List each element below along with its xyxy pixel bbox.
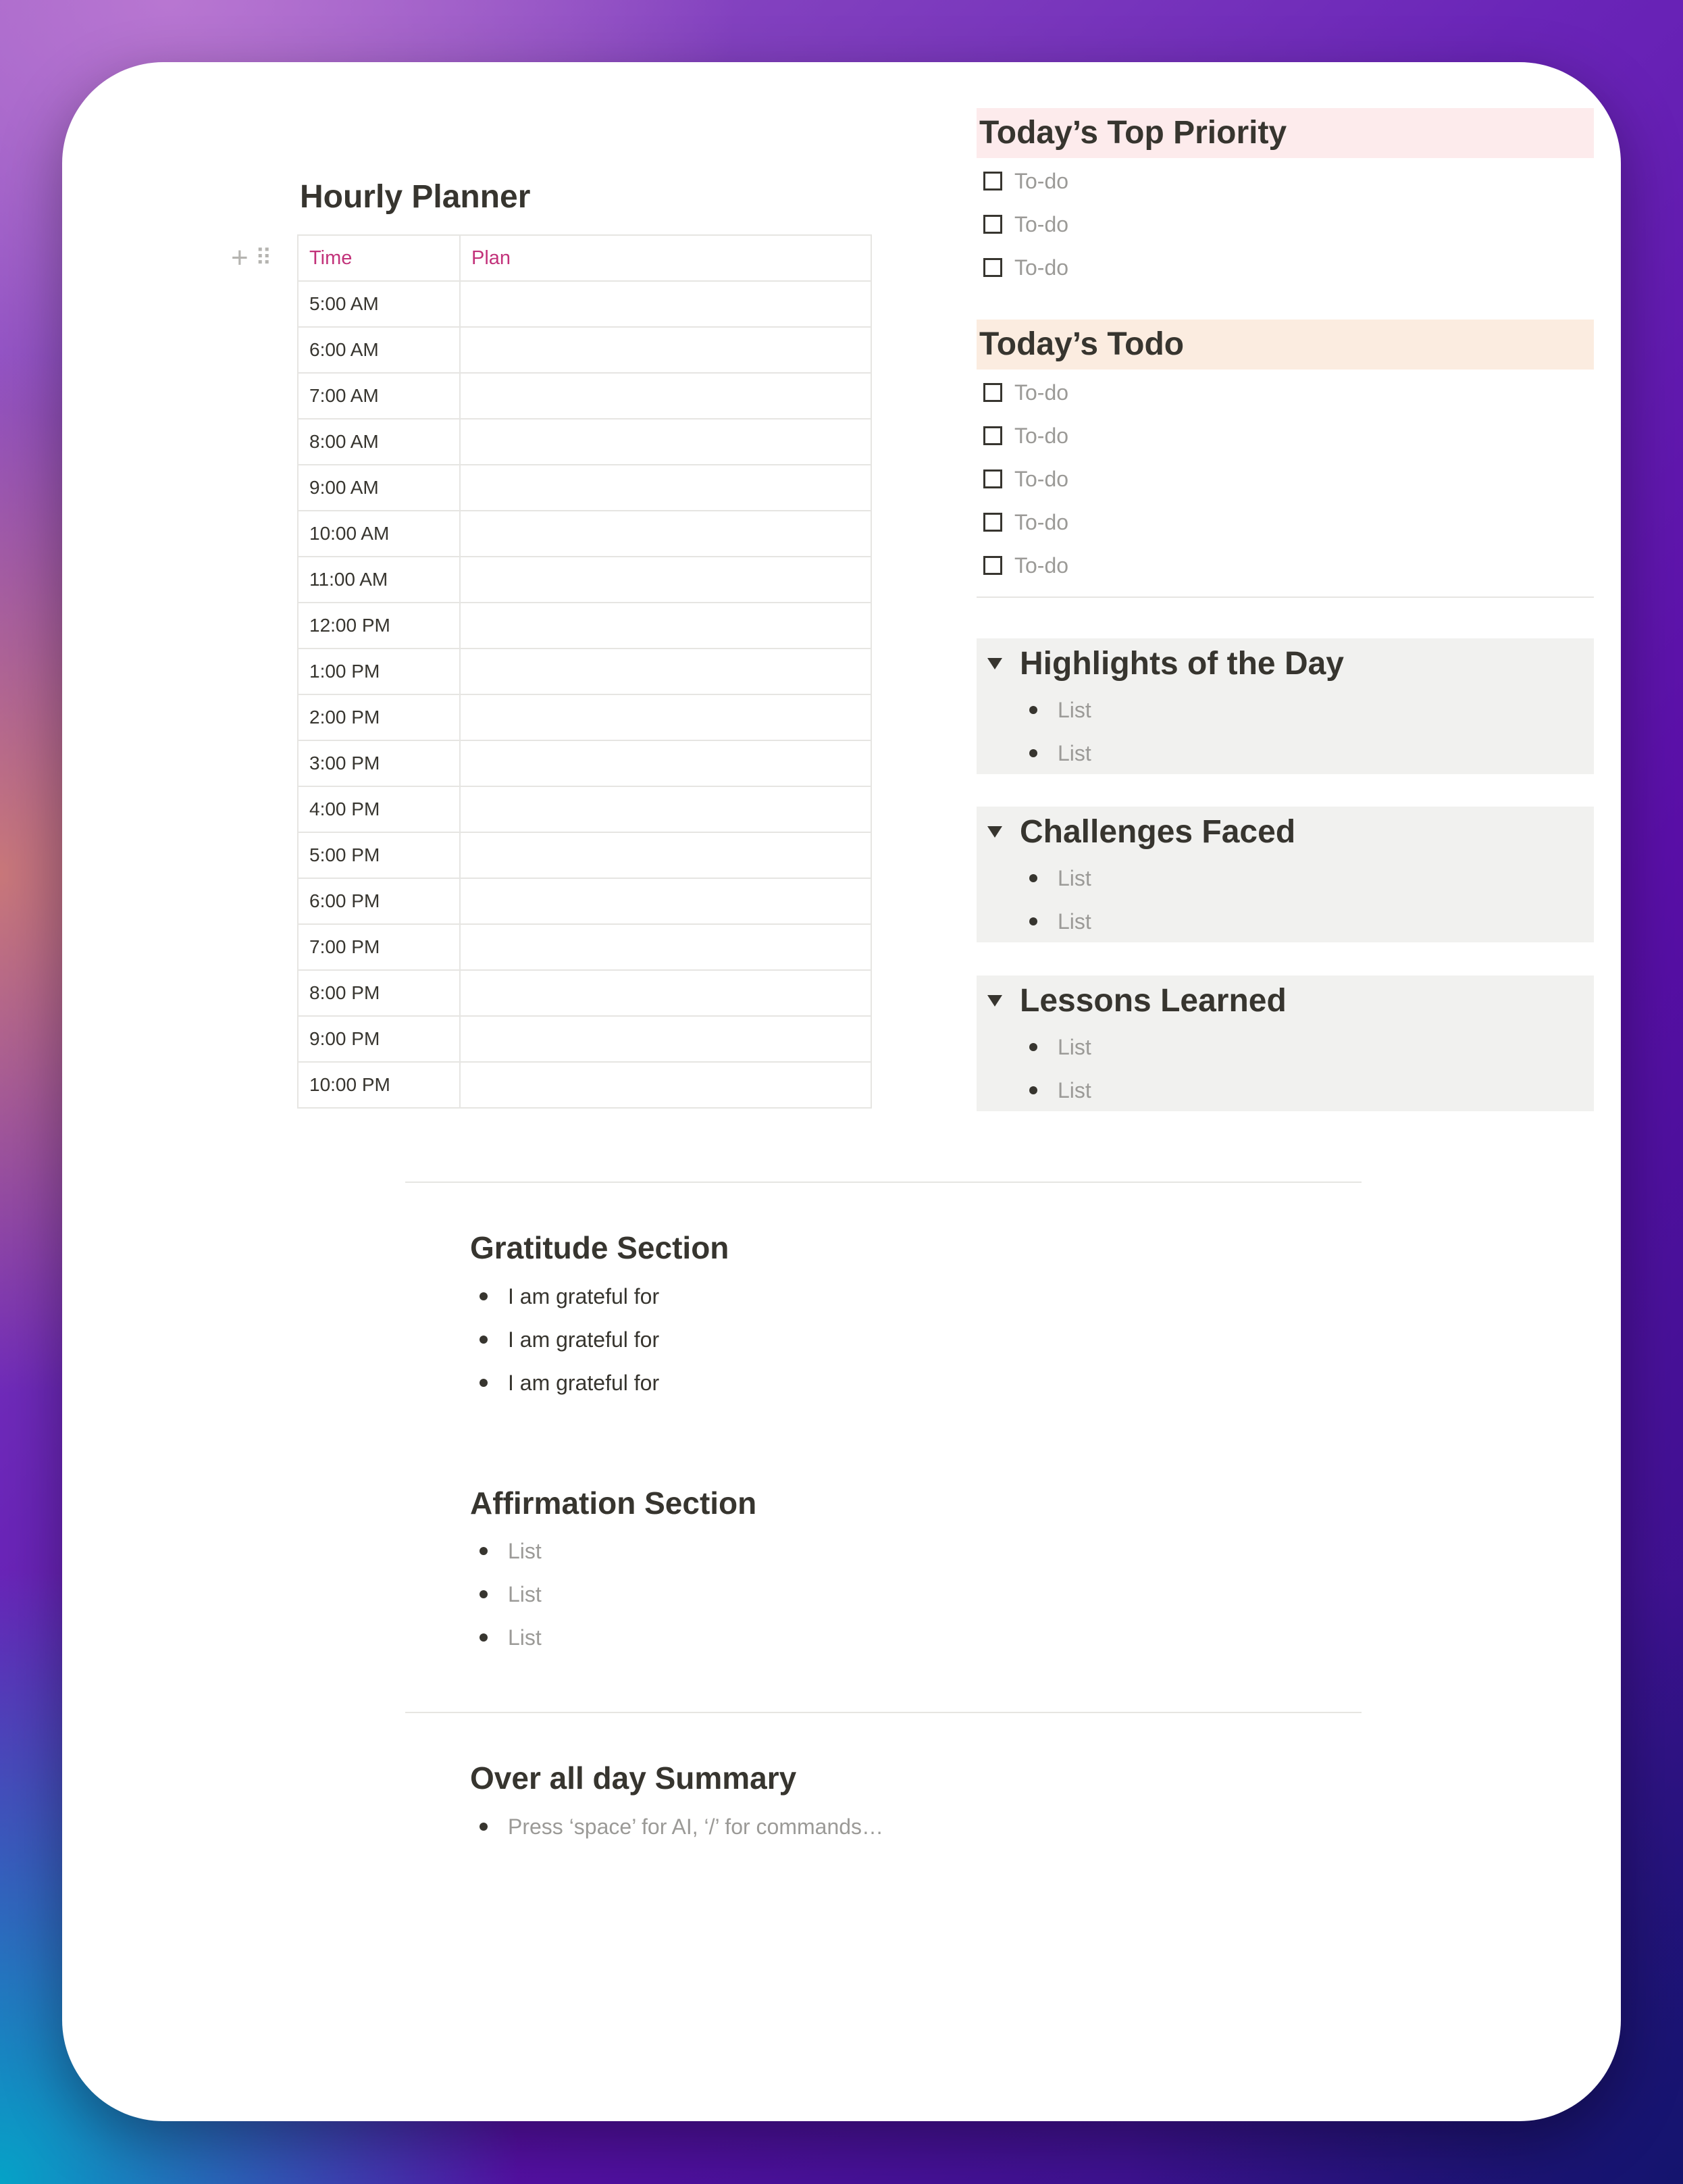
checkbox-icon[interactable]: [983, 383, 1002, 402]
bullet-icon: [480, 1336, 488, 1344]
todo-text[interactable]: To-do: [1014, 380, 1069, 405]
todo-item: [983, 246, 1068, 289]
affirmation-heading[interactable]: Affirmation Section: [470, 1485, 757, 1521]
table-row: [298, 465, 871, 511]
table-row: [298, 832, 871, 878]
bullet-icon: [480, 1823, 488, 1831]
hourly-planner-table: [297, 234, 872, 1109]
bullet-icon: [480, 1379, 488, 1387]
bullet-icon: [1029, 917, 1037, 925]
time-cell[interactable]: 7:00 PM: [298, 924, 460, 970]
plan-cell[interactable]: [460, 649, 871, 694]
plan-cell[interactable]: [460, 832, 871, 878]
todo-text[interactable]: To-do: [1014, 509, 1069, 534]
highlights-title[interactable]: Highlights of the Day: [1020, 645, 1344, 682]
plus-icon[interactable]: +: [231, 241, 249, 274]
drag-handle-icon[interactable]: ⠿: [255, 245, 271, 271]
table-row: [298, 694, 871, 740]
time-cell[interactable]: 5:00 PM: [298, 832, 460, 878]
checkbox-icon[interactable]: [983, 172, 1002, 191]
plan-cell[interactable]: [460, 694, 871, 740]
list-item: [1029, 688, 1594, 732]
todo-text[interactable]: To-do: [1014, 255, 1069, 280]
bullet-icon: [1029, 1086, 1037, 1094]
table-row: [298, 281, 871, 327]
list-text[interactable]: List: [1058, 1077, 1091, 1102]
plan-cell[interactable]: [460, 511, 871, 557]
checkbox-icon[interactable]: [983, 258, 1002, 277]
toggle-triangle-icon[interactable]: [987, 995, 1002, 1007]
bullet-icon: [480, 1633, 488, 1642]
checkbox-icon[interactable]: [983, 469, 1002, 488]
plan-cell[interactable]: [460, 557, 871, 603]
challenges-title[interactable]: Challenges Faced: [1020, 813, 1296, 850]
toggle-triangle-icon[interactable]: [987, 658, 1002, 669]
list-text[interactable]: I am grateful for: [508, 1370, 660, 1395]
top-priority-heading[interactable]: Today’s Top Priority: [977, 108, 1594, 158]
table-row: [298, 373, 871, 419]
time-cell[interactable]: 10:00 PM: [298, 1062, 460, 1108]
table-header-row: [298, 235, 871, 281]
highlights-toggle: [977, 638, 1594, 774]
table-row: [298, 1062, 871, 1108]
checkbox-icon[interactable]: [983, 513, 1002, 532]
plan-cell[interactable]: [460, 786, 871, 832]
list-text[interactable]: I am grateful for: [508, 1327, 660, 1352]
list-item: [1029, 732, 1594, 775]
block-handle[interactable]: [231, 241, 271, 274]
challenges-list: [977, 857, 1594, 943]
plan-cell[interactable]: [460, 878, 871, 924]
bullet-icon: [480, 1590, 488, 1598]
table-row: [298, 924, 871, 970]
right-divider: [977, 596, 1594, 598]
plan-cell[interactable]: [460, 740, 871, 786]
list-item: [1029, 900, 1594, 943]
top-priority-list: [983, 159, 1068, 289]
todo-item: [983, 203, 1068, 246]
list-item: [1029, 1025, 1594, 1069]
todays-todo-heading[interactable]: Today’s Todo: [977, 320, 1594, 370]
checkbox-icon[interactable]: [983, 426, 1002, 445]
time-cell[interactable]: 5:00 AM: [298, 281, 460, 327]
plan-cell[interactable]: [460, 924, 871, 970]
checkbox-icon[interactable]: [983, 556, 1002, 575]
summary-heading[interactable]: Over all day Summary: [470, 1760, 797, 1796]
table-row: [298, 557, 871, 603]
list-item: [480, 1616, 542, 1659]
table-row: [298, 1016, 871, 1062]
toggle-header: [977, 975, 1594, 1025]
bullet-icon: [480, 1547, 488, 1555]
list-text[interactable]: List: [1058, 740, 1091, 765]
table-row: [298, 327, 871, 373]
table-row: [298, 878, 871, 924]
column-header-plan[interactable]: Plan: [460, 235, 871, 281]
list-text[interactable]: List: [1058, 909, 1091, 934]
column-header-time[interactable]: Time: [298, 235, 460, 281]
summary-input[interactable]: Press ‘space’ for AI, ‘/’ for commands…: [508, 1814, 884, 1839]
todo-item: [983, 371, 1068, 414]
time-cell[interactable]: 3:00 PM: [298, 740, 460, 786]
bullet-icon: [1029, 749, 1037, 757]
lessons-list: [977, 1025, 1594, 1112]
todo-item: [983, 544, 1068, 587]
table-row: [298, 740, 871, 786]
lessons-toggle: [977, 975, 1594, 1111]
list-item: [1029, 1069, 1594, 1112]
todo-text[interactable]: To-do: [1014, 466, 1069, 491]
time-cell[interactable]: 8:00 AM: [298, 419, 460, 465]
time-cell[interactable]: 12:00 PM: [298, 603, 460, 649]
list-item: [480, 1805, 883, 1848]
todays-todo-list: [983, 371, 1068, 587]
todo-item: [983, 159, 1068, 203]
plan-cell[interactable]: [460, 419, 871, 465]
bullet-icon: [1029, 1043, 1037, 1051]
plan-cell[interactable]: [460, 281, 871, 327]
list-item: [480, 1573, 542, 1616]
page-card: [62, 62, 1621, 2121]
todo-text[interactable]: To-do: [1014, 423, 1069, 448]
list-item: [480, 1275, 659, 1318]
challenges-toggle: [977, 807, 1594, 942]
time-cell[interactable]: 4:00 PM: [298, 786, 460, 832]
plan-cell[interactable]: [460, 327, 871, 373]
time-cell[interactable]: 10:00 AM: [298, 511, 460, 557]
list-item: [1029, 857, 1594, 900]
time-cell[interactable]: 9:00 AM: [298, 465, 460, 511]
bullet-icon: [1029, 874, 1037, 882]
list-text[interactable]: List: [1058, 865, 1091, 890]
table-row: [298, 970, 871, 1016]
todo-item: [983, 501, 1068, 544]
time-cell[interactable]: 6:00 AM: [298, 327, 460, 373]
table-row: [298, 419, 871, 465]
list-text[interactable]: List: [508, 1625, 542, 1650]
plan-cell[interactable]: [460, 1062, 871, 1108]
todo-text[interactable]: To-do: [1014, 553, 1069, 578]
gratitude-heading[interactable]: Gratitude Section: [470, 1230, 729, 1265]
toggle-triangle-icon[interactable]: [987, 826, 1002, 838]
list-text[interactable]: List: [508, 1538, 542, 1563]
table-row: [298, 786, 871, 832]
plan-cell[interactable]: [460, 373, 871, 419]
table-row: [298, 603, 871, 649]
list-item: [480, 1361, 659, 1404]
time-cell[interactable]: 2:00 PM: [298, 694, 460, 740]
checkbox-icon[interactable]: [983, 215, 1002, 234]
time-cell[interactable]: 8:00 PM: [298, 970, 460, 1016]
todo-item: [983, 414, 1068, 457]
highlights-list: [977, 688, 1594, 775]
list-item: [480, 1318, 659, 1361]
plan-cell[interactable]: [460, 465, 871, 511]
hourly-planner-title[interactable]: Hourly Planner: [300, 179, 531, 215]
todo-item: [983, 457, 1068, 501]
table-row: [298, 511, 871, 557]
list-item: [480, 1529, 542, 1573]
gratitude-list: [480, 1275, 659, 1404]
summary-list: [480, 1805, 883, 1848]
toggle-header: [977, 638, 1594, 688]
todo-text[interactable]: To-do: [1014, 168, 1069, 193]
list-text[interactable]: List: [1058, 697, 1091, 722]
todo-text[interactable]: To-do: [1014, 211, 1069, 236]
time-cell[interactable]: 11:00 AM: [298, 557, 460, 603]
plan-cell[interactable]: [460, 970, 871, 1016]
toggle-header: [977, 807, 1594, 857]
bullet-icon: [480, 1292, 488, 1300]
list-text[interactable]: I am grateful for: [508, 1284, 660, 1309]
list-text[interactable]: List: [508, 1581, 542, 1606]
time-cell[interactable]: 9:00 PM: [298, 1016, 460, 1062]
time-cell[interactable]: 1:00 PM: [298, 649, 460, 694]
section-divider: [405, 1182, 1362, 1183]
time-cell[interactable]: 6:00 PM: [298, 878, 460, 924]
bullet-icon: [1029, 706, 1037, 714]
list-text[interactable]: List: [1058, 1034, 1091, 1059]
section-divider: [405, 1712, 1362, 1713]
affirmation-list: [480, 1529, 542, 1659]
time-cell[interactable]: 7:00 AM: [298, 373, 460, 419]
plan-cell[interactable]: [460, 603, 871, 649]
plan-cell[interactable]: [460, 1016, 871, 1062]
lessons-title[interactable]: Lessons Learned: [1020, 982, 1287, 1019]
table-row: [298, 649, 871, 694]
